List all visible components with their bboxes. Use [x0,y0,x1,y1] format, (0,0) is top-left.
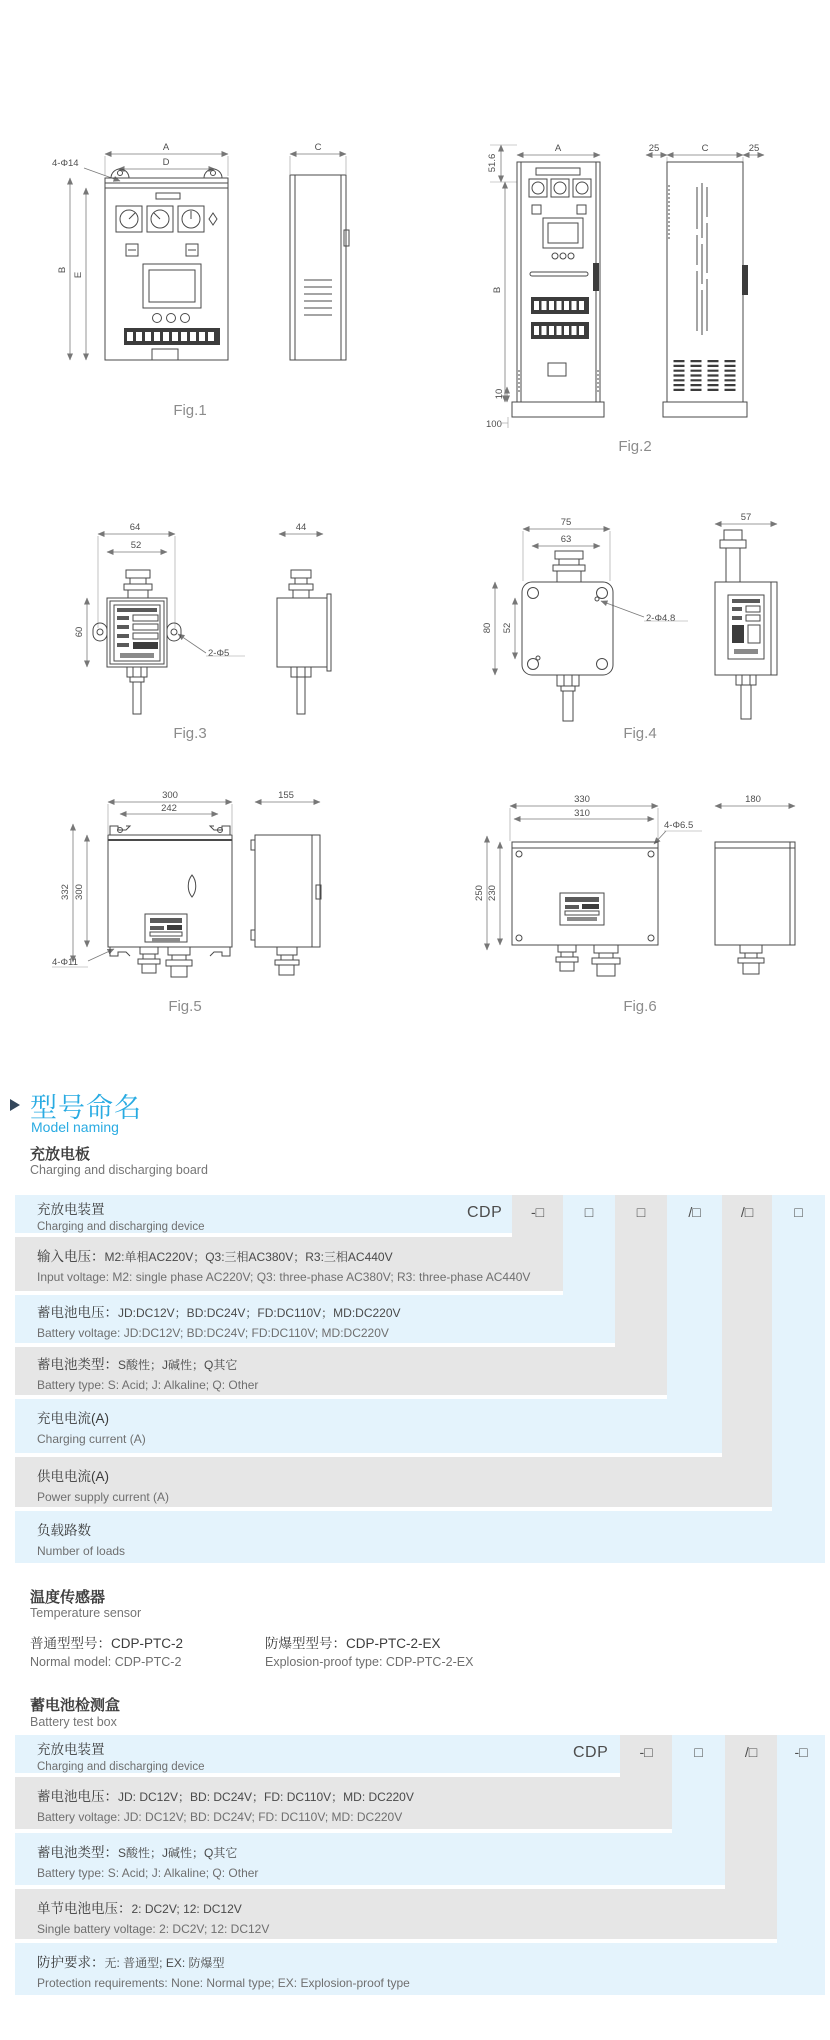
testbox-code-1: -□ [639,1744,653,1760]
board-row-device-en: Charging and discharging device [37,1221,205,1233]
fig2-drawing [380,125,770,470]
board-row-number-of-loads-band [15,1511,825,1563]
fig4-dim-sidew: 57 [740,512,752,523]
testbox-row-single-battery-voltage-text: 单节电池电压：2: DC2V; 12: DC12V Single battery voltage: 2: DC2V; 12: DC12V [37,1901,270,1936]
fig4-dim-hinner: 52 [502,622,513,634]
testbox-heading-en: Battery test box [30,1715,117,1729]
testbox-row-protection-text: 防护要求：无: 普通型; EX: 防爆型 Protection requirements: None: Normal type; EX: Explosion-proof type [37,1955,410,1990]
testbox-row-battery-type-text: 蓄电池类型：S酸性；J碱性；Q其它 Battery type: S: Acid; J: Alkaline; Q: Other [37,1845,259,1880]
board-code-3: □ [636,1204,646,1220]
testbox-naming-table [15,1735,825,1995]
fig4-side-view [715,530,777,719]
sensor-ex-model-en: Explosion-proof type: CDP-PTC-2-EX [265,1655,474,1669]
board-row-supply-current-text: 供电电流(A) Power supply current (A) [37,1469,170,1504]
board-code-5: /□ [740,1204,754,1220]
board-row-number-of-loads [15,1511,825,1563]
fig5-dim-winner: 242 [161,803,177,814]
board-row-charging-current [15,1399,825,1453]
fig4-drawing [460,512,800,755]
fig1-dim-d: D [162,157,170,168]
fig6-caption: Fig.6 [623,998,657,1015]
fig5-dim-hinner: 300 [74,884,85,900]
fig2-dim-right25: 25 [748,143,760,154]
fig4-dim-winner: 63 [560,534,572,545]
fig2-dim-c: C [701,143,709,154]
board-row-input-voltage-text: 输入电压：M2:单相AC220V；Q3:三相AC380V；R3:三相AC440V Input voltage: M2: single phase AC220V; Q3: three-phase AC380V; R3: three-phase AC440V [37,1249,531,1284]
testbox-code-4: -□ [794,1744,808,1760]
fig4-front-view [522,551,613,721]
fig1-front-view [105,169,228,360]
board-heading-zh: 充放电板 [30,1146,91,1163]
fig1-dim-a: A [162,142,170,153]
testbox-code-3: /□ [744,1744,758,1760]
fig2-dim-b: B [492,286,503,294]
board-row-device [15,1195,825,1233]
testbox-row-battery-voltage-text: 蓄电池电压：JD: DC12V；BD: DC24V；FD: DC110V；MD: DC220V Battery voltage: JD: DC12V; BD: DC24V; FD: DC110V; MD: DC220V [37,1789,414,1824]
fig5-side-view [251,835,321,975]
board-naming-table [15,1195,825,1563]
board-row-number-of-loads-text: 负载路数 Number of loads [37,1523,126,1558]
fig2-dim-10: 10 [494,388,505,400]
fig6-dim-wouter: 330 [574,794,590,805]
fig5-dimensions [52,790,320,968]
fig5-dim-wouter: 300 [162,790,178,801]
sensor-heading-en: Temperature sensor [30,1606,142,1620]
board-code-1: -□ [530,1204,545,1220]
fig6-front-view [512,842,658,976]
fig2-dim-a: A [554,143,562,154]
fig1-dim-holes: 4-Φ14 [52,158,79,169]
board-code-2: □ [584,1204,594,1220]
fig6-dim-winner: 310 [574,808,590,819]
fig2-dimensions [486,143,764,430]
board-row-battery-voltage-text: 蓄电池电压：JD:DC12V；BD:DC24V；FD:DC110V；MD:DC220V Battery voltage: JD:DC12V; BD:DC24V; FD:DC110V; MD:DC220V [37,1305,401,1340]
fig4-dim-wouter: 75 [560,517,572,528]
fig6-dim-sidew: 180 [745,794,761,805]
fig2-dim-left25: 25 [648,143,660,154]
fig6-drawing [460,790,810,995]
testbox-model-prefix: CDP [573,1744,609,1761]
testbox-row-device [15,1735,825,1773]
board-row-battery-voltage [15,1295,825,1343]
board-model-prefix: CDP [467,1204,503,1221]
fig2-caption: Fig.2 [618,438,652,455]
fig2-dim-100: 100 [486,419,502,430]
board-row-device-zh: 充放电装置 [37,1202,105,1217]
testbox-row-protection [15,1943,825,1995]
board-code-6: □ [794,1204,803,1220]
fig2-front-view [512,162,604,417]
fig3-dimensions [74,522,323,667]
fig5-dim-houter: 332 [60,884,71,900]
board-row-charging-current-text: 充电电流(A) Charging current (A) [37,1411,146,1446]
testbox-row-battery-voltage [15,1777,825,1829]
fig3-dim-winner: 52 [130,540,142,551]
testbox-row-device-text: 充放电装置 Charging and discharging device [37,1742,205,1773]
fig5-caption: Fig.5 [168,998,202,1015]
fig5-dim-sidew: 155 [278,790,294,801]
fig3-dim-holes: 2-Φ5 [208,648,230,659]
fig3-caption: Fig.3 [173,725,207,742]
section-title-zh: 型号命名 [30,1093,142,1123]
fig5-dim-holes: 4-Φ11 [52,957,78,968]
fig6-side-view [715,842,795,974]
testbox-row-single-battery-voltage [15,1889,825,1939]
fig4-dim-houter: 80 [482,622,493,634]
fig2-dim-htop: 51.6 [487,153,498,173]
section-title-en: Model naming [31,1119,119,1135]
fig6-dim-holes: 4-Φ6.5 [664,820,694,831]
board-row-device-text [37,1198,205,1233]
fig3-front-view [93,570,181,714]
fig1-dim-c: C [314,142,322,153]
board-row-input-voltage [15,1237,825,1291]
sensor-normal-model-en: Normal model: CDP-PTC-2 [30,1655,182,1669]
fig4-caption: Fig.4 [623,725,657,742]
fig1-side-view [290,175,349,360]
testbox-code-2: □ [694,1744,703,1760]
testbox-row-battery-type [15,1833,825,1885]
fig6-dim-houter: 250 [474,885,485,901]
fig1-dim-b: B [57,266,68,274]
fig6-dimensions [474,794,795,950]
fig3-dim-sidew: 44 [295,522,307,533]
fig1-drawing [40,130,370,380]
fig2-side-view [663,162,748,417]
board-row-battery-type [15,1347,825,1395]
fig4-dim-holes: 2-Φ4.8 [646,613,676,624]
fig6-dim-hinner: 230 [487,885,498,901]
fig5-drawing [40,790,370,995]
sensor-ex-model-zh: 防爆型型号：CDP-PTC-2-EX [265,1636,441,1651]
board-heading-en: Charging and discharging board [30,1163,208,1177]
section-bullet-icon [10,1099,20,1111]
fig1-caption: Fig.1 [173,402,207,419]
testbox-heading-zh: 蓄电池检测盒 [30,1697,121,1714]
fig1-dim-e: E [73,271,84,279]
fig3-side-view [277,570,331,714]
board-row-supply-current [15,1457,825,1507]
sensor-heading-zh: 温度传感器 [30,1589,106,1606]
fig3-drawing [40,520,350,755]
fig4-dimensions [482,512,777,675]
sensor-normal-model-zh: 普通型型号：CDP-PTC-2 [30,1636,184,1651]
fig3-dim-wouter: 64 [129,522,141,533]
board-row-battery-type-text: 蓄电池类型：S酸性；J碱性；Q其它 Battery type: S: Acid; J: Alkaline; Q: Other [37,1357,259,1392]
fig5-front-view [108,826,232,977]
fig3-dim-h: 60 [74,626,85,638]
board-code-4: /□ [688,1204,701,1220]
